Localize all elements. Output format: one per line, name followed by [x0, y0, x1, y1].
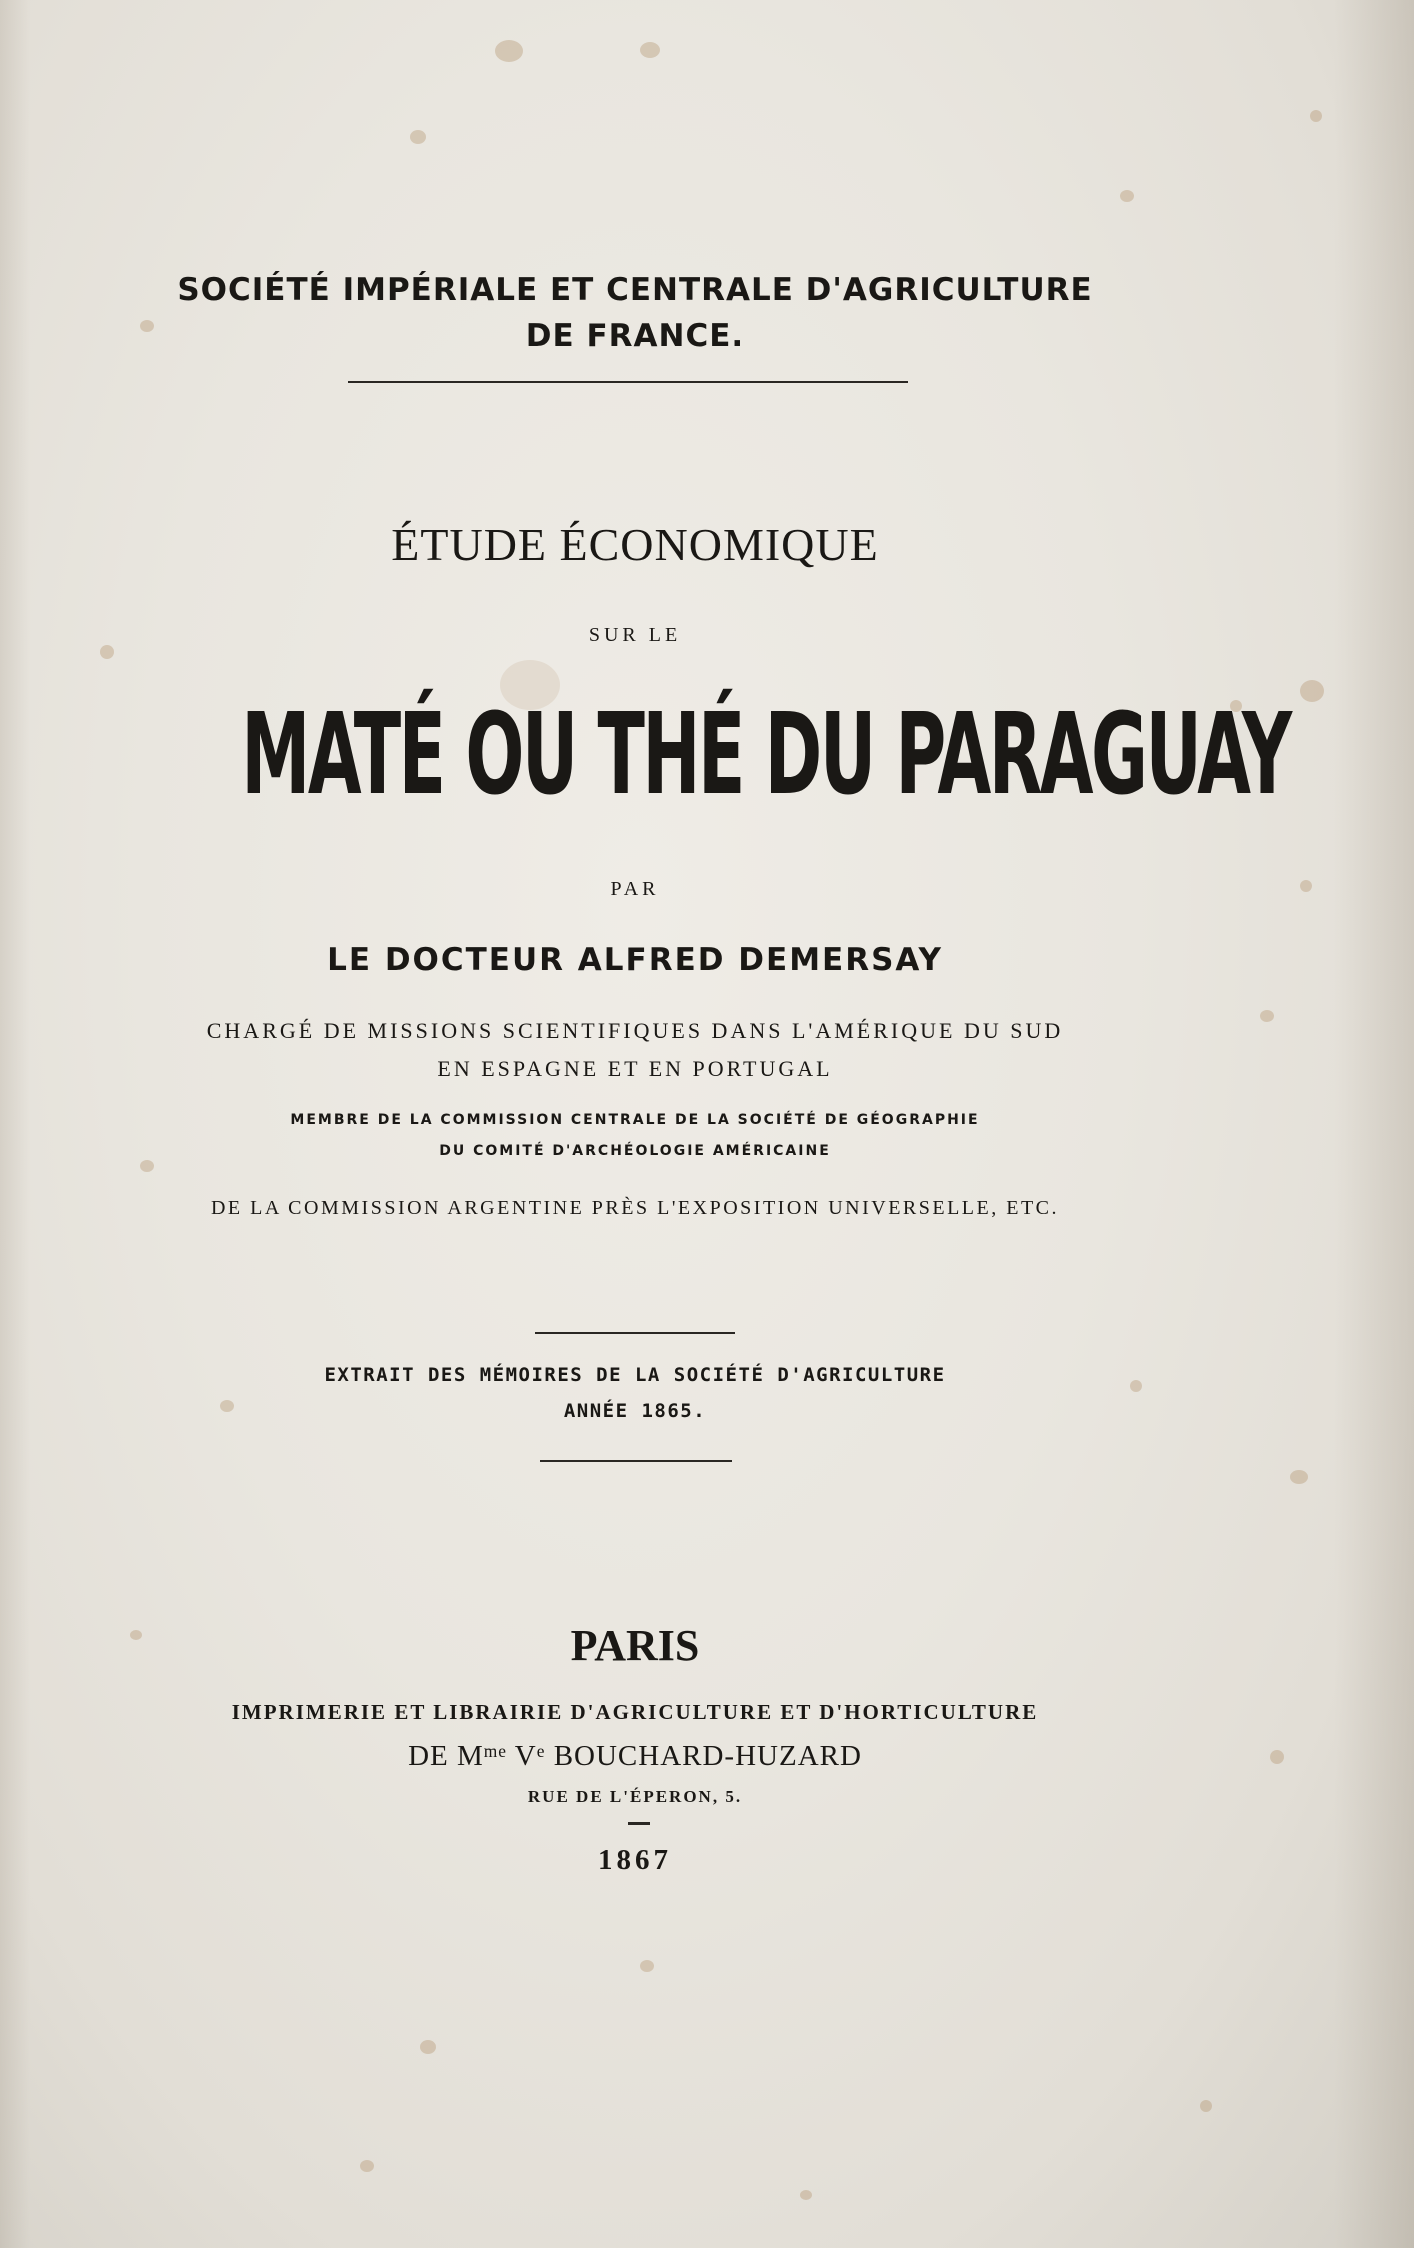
imprint-printer-line-2	[0, 1740, 1270, 1773]
extract-divider-bottom	[540, 1460, 732, 1462]
society-name-line-2: DE FRANCE.	[525, 318, 745, 354]
society-name-line-1: SOCIÉTÉ IMPÉRIALE ET CENTRALE D'AGRICULTURE	[177, 272, 1093, 308]
imprint-printer-line-1: IMPRIMERIE ET LIBRAIRIE D'AGRICULTURE ET D'HORTICULTURE	[231, 1700, 1039, 1724]
study-title: ÉTUDE ÉCONOMIQUE	[391, 519, 879, 570]
author-membership-line-1: MEMBRE DE LA COMMISSION CENTRALE DE LA SOCIÉTÉ DE GÉOGRAPHIE	[290, 1112, 980, 1128]
printer-prefix: DE M	[408, 1740, 484, 1772]
imprint-city: PARIS	[570, 1621, 700, 1670]
imprint-year: 1867	[598, 1844, 672, 1876]
printer-sup-e: e	[536, 1741, 546, 1762]
header-divider	[348, 381, 908, 383]
author-name: LE DOCTEUR ALFRED DEMERSAY	[327, 942, 943, 978]
author-membership-line-2: DU COMITÉ D'ARCHÉOLOGIE AMÉRICAINE	[439, 1143, 831, 1159]
extract-line-1: EXTRAIT DES MÉMOIRES DE LA SOCIÉTÉ D'AGRICULTURE	[324, 1364, 946, 1386]
main-title: MATÉ OU THÉ DU PARAGUAY	[241, 690, 1290, 820]
author-commission-line: DE LA COMMISSION ARGENTINE PRÈS L'EXPOSITION UNIVERSELLE, ETC.	[210, 1197, 1060, 1219]
author-missions-line-1: CHARGÉ DE MISSIONS SCIENTIFIQUES DANS L'AMÉRIQUE DU SUD	[206, 1018, 1064, 1043]
printer-name: BOUCHARD-HUZARD	[545, 1740, 862, 1772]
title-connector: SUR LE	[588, 624, 682, 646]
page-shadow-right	[1334, 0, 1414, 2248]
extract-line-2: ANNÉE 1865.	[563, 1400, 707, 1422]
printer-sup-me: me	[483, 1741, 508, 1762]
imprint-street: RUE DE L'ÉPERON, 5.	[527, 1787, 743, 1806]
imprint-dash	[628, 1822, 650, 1825]
printer-mid: V	[507, 1740, 537, 1772]
extract-divider-top	[535, 1332, 735, 1334]
author-missions-line-2: EN ESPAGNE ET EN PORTUGAL	[437, 1056, 833, 1081]
by-label: PAR	[610, 878, 660, 900]
